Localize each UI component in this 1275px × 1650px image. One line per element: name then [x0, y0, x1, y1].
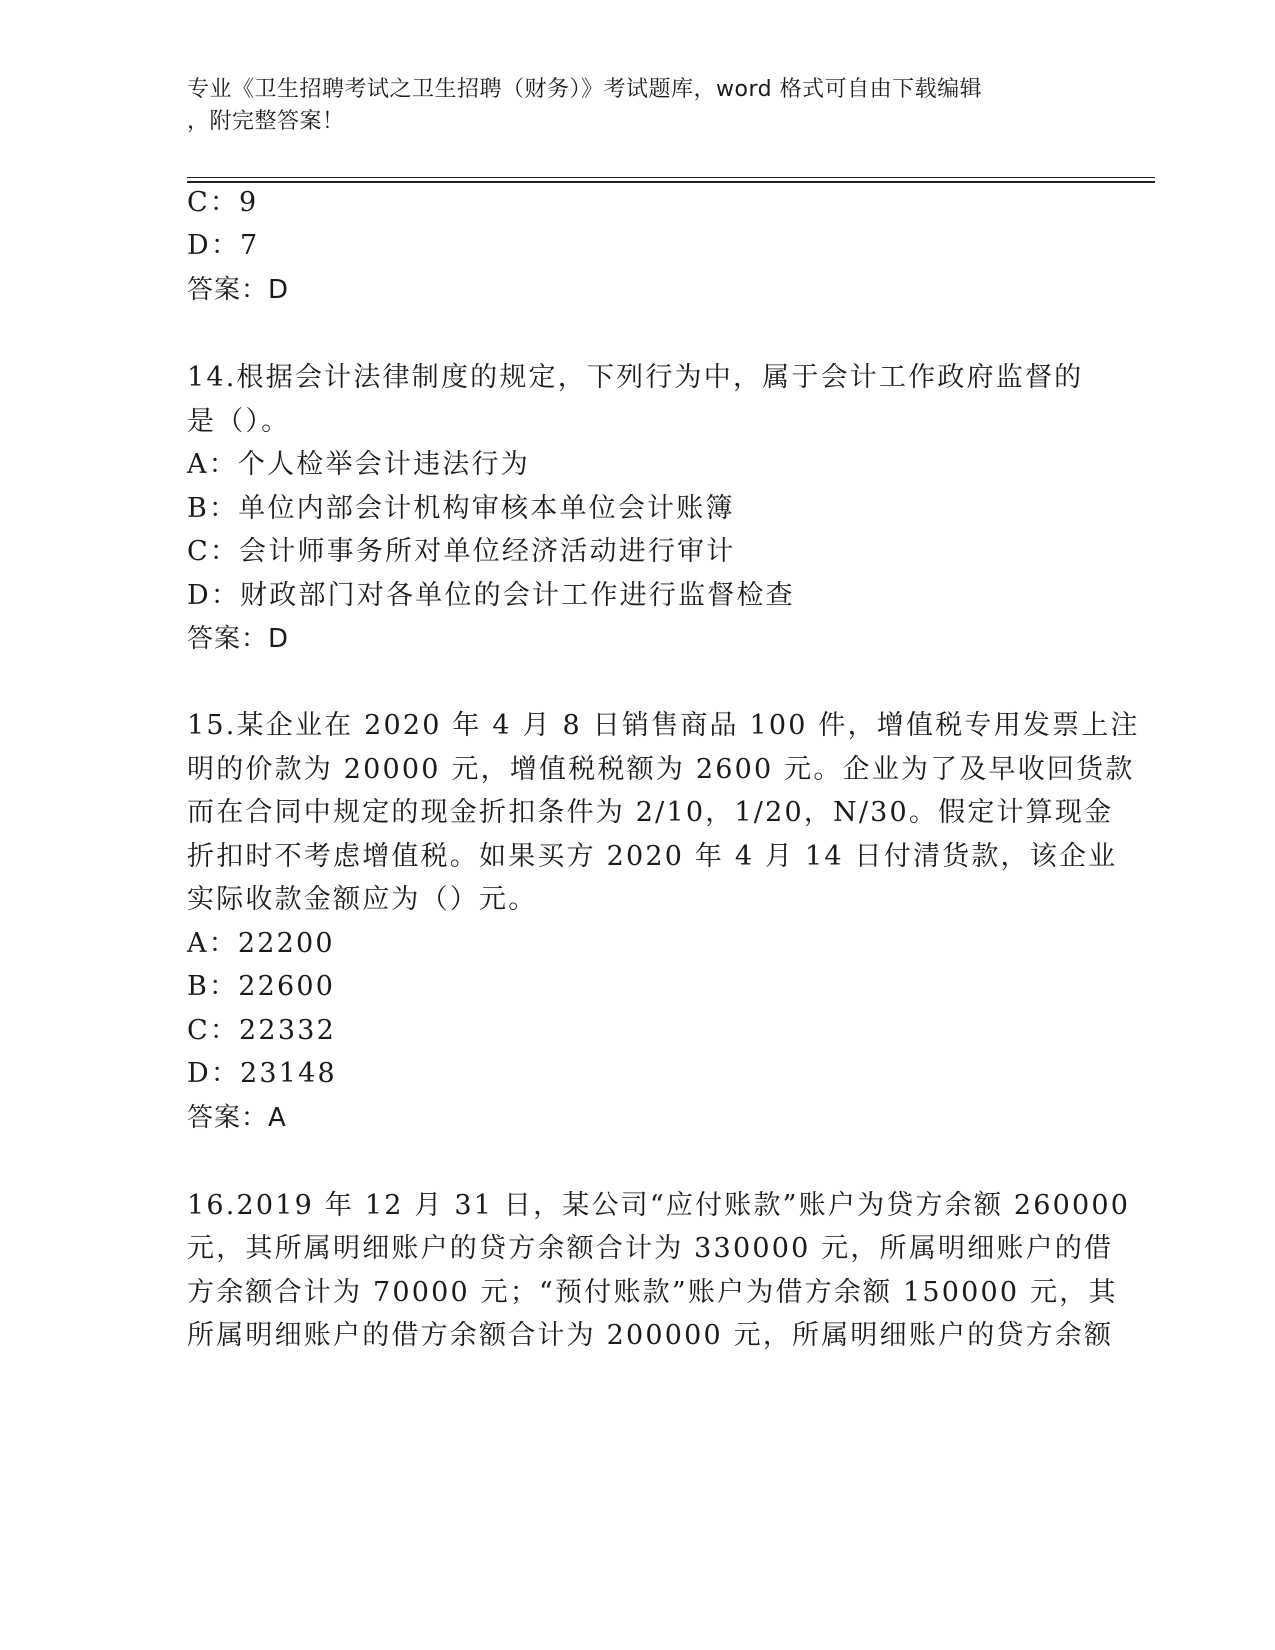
header-divider-thick	[187, 181, 1155, 183]
header-divider-thin	[187, 177, 1155, 178]
q13-option-c: C：9	[187, 187, 259, 218]
q15-stem-line-4: 折扣时不考虑增值税。如果买方 2020 年 4 月 14 日付清货款，该企业	[187, 841, 1118, 872]
header-line-1: 专业《卫生招聘考试之卫生招聘（财务）》考试题库，word 格式可自由下载编辑	[187, 77, 983, 102]
header-line-2: ，附完整答案！	[187, 109, 345, 134]
q15-answer: 答案：A	[187, 1103, 287, 1133]
q15-stem-line-2: 明的价款为 20000 元，增值税税额为 2600 元。企业为了及早收回货款	[187, 754, 1135, 785]
q15-stem-line-5: 实际收款金额应为（）元。	[187, 884, 538, 915]
q16-stem-line-4: 所属明细账户的借方余额合计为 200000 元，所属明细账户的贷方余额	[187, 1320, 1114, 1351]
q15-option-c: C：22332	[187, 1015, 336, 1046]
q15-option-d: D：23148	[187, 1058, 337, 1089]
q16-stem-line-2: 元，其所属明细账户的贷方余额合计为 330000 元，所属明细账户的借	[187, 1233, 1114, 1264]
q16-stem-line-3: 方余额合计为 70000 元；“预付账款”账户为借方余额 150000 元，其	[187, 1277, 1118, 1308]
document-header	[187, 74, 1067, 138]
q14-option-a: A：个人检举会计违法行为	[187, 449, 530, 480]
q14-stem-line-1: 14.根据会计法律制度的规定，下列行为中，属于会计工作政府监督的	[187, 362, 1084, 393]
q16-stem-line-1: 16.2019 年 12 月 31 日，某公司“应付账款”账户为贷方余额 260000	[187, 1190, 1131, 1221]
q14-option-c: C：会计师事务所对单位经济活动进行审计	[187, 536, 736, 567]
q13-option-d: D：7	[187, 230, 260, 261]
q14-option-b: B：单位内部会计机构审核本单位会计账簿	[187, 493, 735, 524]
q15-option-b: B：22600	[187, 971, 336, 1002]
q15-option-a: A：22200	[187, 928, 335, 959]
q14-answer: 答案：D	[187, 624, 290, 654]
q14-stem-line-2: 是（）。	[187, 406, 291, 437]
q13-answer: 答案：D	[187, 275, 290, 305]
q15-stem-line-3: 而在合同中规定的现金折扣条件为 2/10，1/20，N/30。假定计算现金	[187, 797, 1114, 828]
q15-stem-line-1: 15.某企业在 2020 年 4 月 8 日销售商品 100 件，增值税专用发票上注	[187, 710, 1140, 741]
q14-option-d: D：财政部门对各单位的会计工作进行监督检查	[187, 580, 795, 611]
